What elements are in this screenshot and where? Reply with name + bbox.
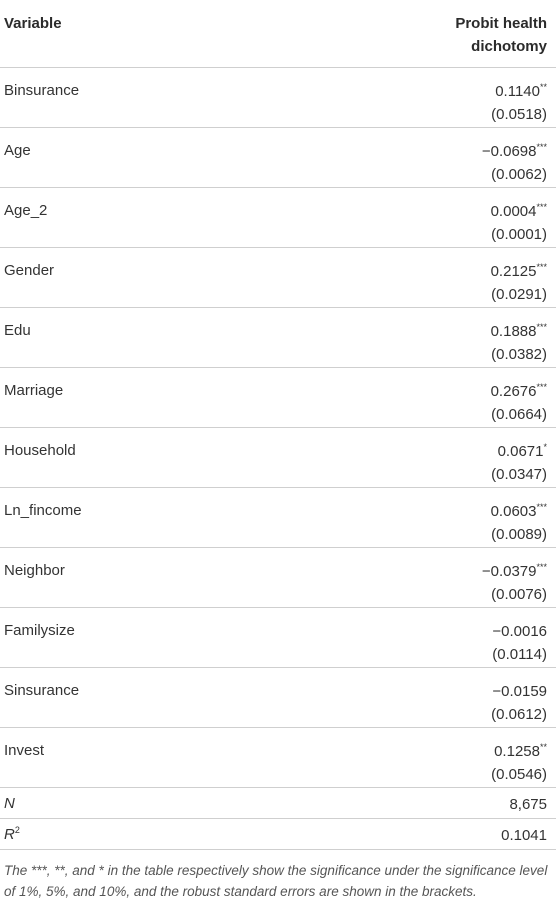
row-variable-name: Age_2 (0, 188, 330, 248)
row-estimate (330, 608, 556, 668)
row-variable-name: Edu (0, 308, 330, 368)
significance-stars: *** (536, 322, 547, 332)
table-row (0, 188, 556, 248)
standard-error: (0.0062) (491, 166, 547, 183)
row-estimate (330, 248, 556, 308)
row-estimate (330, 68, 556, 128)
coefficient (330, 320, 547, 343)
significance-stars: *** (536, 562, 547, 572)
standard-error: (0.0347) (491, 466, 547, 483)
standard-error: (0.0089) (491, 526, 547, 543)
table-row (0, 608, 556, 668)
coefficient-value: 0.1888 (490, 323, 537, 340)
table-row (0, 488, 556, 548)
coefficient-value: 0.0671 (497, 443, 544, 460)
standard-error: (0.0001) (491, 226, 547, 243)
row-variable-name: Familysize (0, 608, 330, 668)
significance-stars: *** (536, 142, 547, 152)
row-value-n: 8,675 (330, 788, 556, 819)
row-estimate (330, 728, 556, 788)
coefficient (330, 680, 547, 703)
row-variable-name: Ln_fincome (0, 488, 330, 548)
row-variable-name: Invest (0, 728, 330, 788)
row-estimate (330, 428, 556, 488)
table-footnote: The ***, **, and * in the table respectively show the significance under the significance level of 1%, 5%, and 10%, and the robust standard errors are shown in the brackets. (4, 863, 548, 899)
row-variable-name: Binsurance (0, 68, 330, 128)
standard-error: (0.0664) (491, 406, 547, 423)
table-row (0, 68, 556, 128)
header-probit-line2: dichotomy (471, 38, 547, 55)
header-probit-line1: Probit health (455, 15, 547, 32)
table-row (0, 728, 556, 788)
coefficient-value: −0.0159 (492, 683, 547, 700)
coefficient (330, 560, 547, 583)
coefficient-value: −0.0016 (492, 623, 547, 640)
standard-error: (0.0382) (491, 346, 547, 363)
significance-stars: ** (539, 82, 547, 92)
standard-error: (0.0114) (492, 646, 547, 663)
row-estimate (330, 548, 556, 608)
header-probit (330, 0, 556, 68)
significance-stars: * (543, 442, 547, 452)
row-estimate (330, 488, 556, 548)
standard-error: (0.0612) (491, 706, 547, 723)
row-estimate (330, 128, 556, 188)
row-label-n: N (0, 788, 330, 819)
standard-error: (0.0518) (491, 106, 547, 123)
table-row (0, 308, 556, 368)
row-variable-name: Gender (0, 248, 330, 308)
table-header-row (0, 0, 556, 68)
coefficient-value: 0.2125 (490, 263, 537, 280)
table-body (0, 68, 556, 850)
significance-stars: ** (539, 742, 547, 752)
coefficient (330, 80, 547, 103)
table-row (0, 128, 556, 188)
row-variable-name: Marriage (0, 368, 330, 428)
coefficient (330, 440, 547, 463)
row-estimate (330, 188, 556, 248)
table-row (0, 548, 556, 608)
row-variable-name: Neighbor (0, 548, 330, 608)
coefficient-value: −0.0379 (481, 563, 537, 580)
coefficient (330, 620, 547, 643)
row-estimate (330, 368, 556, 428)
coefficient-value: 0.1140 (495, 83, 540, 100)
table-row-n (0, 788, 556, 819)
table-row-r2 (0, 819, 556, 850)
row-variable-name: Household (0, 428, 330, 488)
coefficient (330, 260, 547, 283)
significance-stars: *** (536, 502, 547, 512)
significance-stars: *** (536, 382, 547, 392)
coefficient (330, 500, 547, 523)
table-row (0, 668, 556, 728)
coefficient (330, 740, 547, 763)
coefficient (330, 140, 547, 163)
significance-stars: *** (536, 262, 547, 272)
standard-error: (0.0546) (491, 766, 547, 783)
coefficient-value: 0.0603 (490, 503, 537, 520)
coefficient (330, 200, 547, 223)
row-estimate (330, 668, 556, 728)
coefficient-value: 0.2676 (490, 383, 537, 400)
header-variable: Variable (0, 0, 330, 68)
table-row (0, 428, 556, 488)
row-estimate (330, 308, 556, 368)
standard-error: (0.0076) (491, 586, 547, 603)
coefficient-value: 0.0004 (490, 203, 537, 220)
significance-stars: *** (536, 202, 547, 212)
standard-error: (0.0291) (491, 286, 547, 303)
coefficient-value: 0.1258 (494, 743, 540, 760)
table-row (0, 248, 556, 308)
row-variable-name: Sinsurance (0, 668, 330, 728)
coefficient-value: −0.0698 (481, 143, 537, 160)
row-variable-name: Age (0, 128, 330, 188)
coefficient (330, 380, 547, 403)
row-label-r2: $R^2$ (0, 819, 330, 850)
row-value-r2: 0.1041 (330, 819, 556, 850)
table-row (0, 368, 556, 428)
